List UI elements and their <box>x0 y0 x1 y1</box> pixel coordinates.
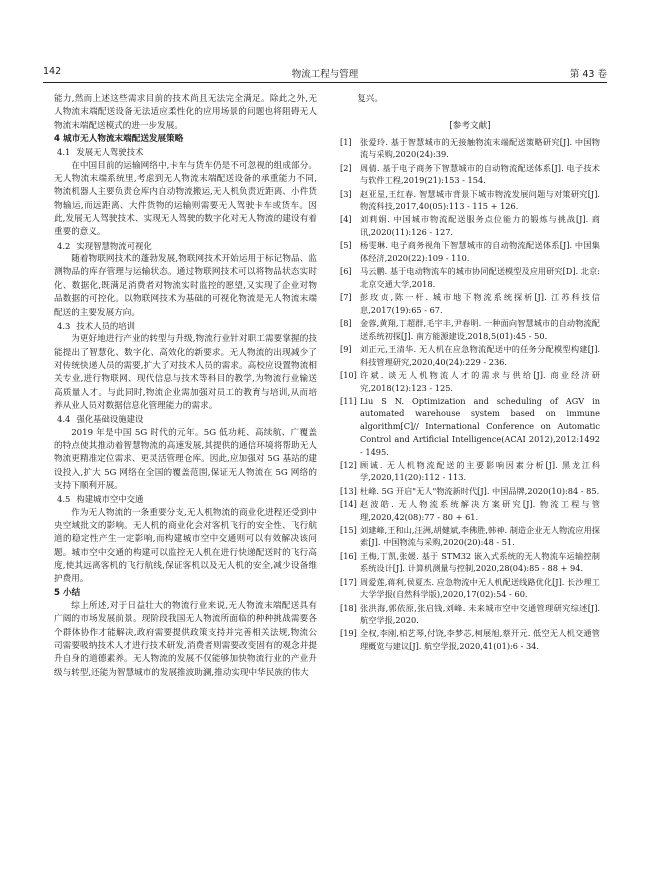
reference-item <box>340 162 600 187</box>
section-4-heading: 4 城市无人物流末端配送发展策略 <box>54 134 184 145</box>
reference-item <box>340 524 600 549</box>
intro-paragraph: 能力,然而上述这些需求目前的技术尚且无法完全满足。除此之外,无人物流末端配送设备无法适应柔性化的应用场景的问题也将阻碍无人物流末端配送模式的进一步发展。 <box>54 94 317 131</box>
reference-number: [14] <box>340 498 357 509</box>
subsection-title: 实现智慧物流可视化 <box>76 240 152 251</box>
reference-text: 王梅,丁凯,张媛. 基于 STM32 嵌入式系统的无人物流车运输控制系统设计[J]. 计算机测量与控制,2020,28(04):85 - 88 + 94. <box>360 550 600 574</box>
subsection-4-3-text: 为更好地进行产业的转型与升级,物流行业针对职工需要掌握的技能提出了智慧化、数字化、高效化的新要求。无人物流的出现减少了对传统快递人员的需要,扩大了对技术人员的需求。高校应设置物流相关专业,进行物联网、现代信息与技术等科目的教学,为物流行业输送高质量人才。与此同时,物流企业需加强对员工的教育与培训,从而培养从业人员对数据信息化管理能力的需求。 <box>54 334 317 411</box>
reference-text: 张洪海,郭依原,张启钱,刘峰. 未来城市空中交通管理研究综述[J]. 航空学报,2020. <box>360 602 600 626</box>
left-column <box>54 93 317 680</box>
continuation-text: 复兴。 <box>357 94 383 104</box>
subsection-4-1-text: 在中国目前的运输网络中,卡车与货车仍是不可忽视的组成部分。无人物流末端系统里,考虑到无人物流末端配送设备的承重能力不同,物流机器人主要负责仓库内自动物流搬运,无人机负责近距离、小件货物输运,而远距离、大件货物的运输则需要无人驾驶卡车或货车。因此,发展无人驾驶技术、实现无人驾驶的数字化对无人物流的建设有着重要的意义。 <box>54 160 317 238</box>
subsection-4-1-heading <box>54 146 317 159</box>
reference-number: [6] <box>340 266 352 277</box>
reference-text: 周倩. 基于电子商务下智慧城市的自动物流配送体系[J]. 电子技术与软件工程,2019(21):153 - 154. <box>360 162 600 186</box>
subsection-4-2-text: 随着物联网技术的蓬勃发展,物联网技术开始运用于标记物品、监测物品的库存管理与运输状态。通过物联网技术可以将物品状态实时化、数据化,既满足消费者对物流实时监控的愿望,又实现了企业对物品数据的可控化。以物联网技术为基础的可视化物流是无人物流末端配送的主要发展方向。 <box>54 254 317 318</box>
running-header <box>43 66 607 80</box>
reference-text: 刘建峰,王和山,汪洲,胡健斌,李佛胜,韩神. 制造企业无人物流应用探索[J]. 中国物流与采购,2020(20):48 - 51. <box>360 524 600 548</box>
volume-label: 第 43 卷 <box>569 69 607 80</box>
reference-text: 刘正元,王清华. 无人机在应急物流配送中的任务分配模型构建[J]. 科技管理研究,2020,40(24):229 - 236. <box>360 343 600 367</box>
reference-number: [8] <box>340 318 352 329</box>
subsection-4-5-text: 作为无人物流的一条重要分支,无人机物流的商业化进程还受到中央空域批文的影响。无人机的商业化会对客机飞行的安全性、飞行航道的稳定性产生一定影响,而构建城市空中交通则可以有效解决该问题。城市空中交通的构建可以监控无人机在进行快递配送时的飞行高度,使其远离客机的飞行航线,保证客机以及无人机的安全,减少设备维护费用。 <box>54 507 317 585</box>
reference-item <box>340 239 600 264</box>
reference-item <box>340 498 600 523</box>
reference-item <box>340 291 600 316</box>
reference-number: [17] <box>340 576 357 587</box>
conclusion-text: 综上所述,对于日益壮大的物流行业来说,无人物流末端配送具有广阔的市场发展前景。现阶段我国无人物流所面临的种种挑战需要各个群体协作才能解决,政府需要提供政策支持并完善相关法规,物流公司需要吸纳技术人才进行技术研发,消费者则需要改变固有的观念并提升自身的道德素养。无人物流的发展不仅能够加快物流行业的产业升级与转型,还能为智慧城市的发展推波助澜,推动实现中华民族的伟大 <box>54 601 317 678</box>
reference-item <box>340 343 600 368</box>
header-rule <box>43 82 607 83</box>
subsection-4-5-heading <box>54 493 317 506</box>
reference-number: [12] <box>340 459 357 470</box>
journal-title: 物流工程与管理 <box>291 69 359 80</box>
reference-item <box>340 550 600 575</box>
reference-item <box>340 317 600 342</box>
subsection-4-4-text: 2019 年是中国 5G 时代的元年。5G 低功耗、高续航、广覆盖的特点使其推动着智慧物流的高速发展,其提供的通信环境将帮助无人物流更精准定位需求、更灵活管理仓库。因此,应加强对 5G 基站的建设投入,扩大 5G 网络在全国的覆盖范围,保证无人物流在 5G 网络的支持下顺利开展。 <box>54 427 317 491</box>
reference-item <box>340 576 600 601</box>
subsection-4-4-heading <box>54 413 317 426</box>
subsection-number: 4.3 <box>57 320 71 331</box>
reference-text: 杜峰. 5G 开启"无人"物流新时代[J]. 中国品牌,2020(10):84 - 85. <box>360 485 600 496</box>
reference-text: 全权,李刚,柏艺琴,付饶,李梦芯,柯展旭,蔡开元. 低空无人机交通管理概览与建议[J]. 航空学报,2020,41(01):6 - 34. <box>360 628 600 652</box>
reference-item <box>340 265 600 290</box>
reference-number: [4] <box>340 214 352 225</box>
reference-text: 赵亚星,王红春. 智慧城市背景下城市物流发展问题与对策研究[J]. 物流科技,2017,40(05):113 - 115 + 126. <box>360 188 600 212</box>
reference-number: [18] <box>340 602 357 613</box>
subsection-4-2-heading <box>54 240 317 253</box>
reference-number: [2] <box>340 162 352 173</box>
reference-text: 顾诚. 无人机物流配送的主要影响因素分析[J]. 黑龙江科学,2020,11(20):112 - 113. <box>360 459 600 483</box>
page-number: 142 <box>43 66 62 77</box>
section-5-heading: 5 小结 <box>54 587 81 598</box>
subsection-title: 技术人员的培训 <box>76 320 135 331</box>
reference-text: Liu S N. Optimization and scheduling of AGV in automated warehouse system based on immune algorithm[C]// International Conference on Automatic Control and Artificial Intelligence(ACAI 2012),2012:1492 - 1495. <box>360 395 600 457</box>
reference-number: [1] <box>340 136 352 147</box>
reference-list <box>340 136 600 653</box>
reference-number: [13] <box>340 485 357 496</box>
reference-number: [11] <box>340 395 357 406</box>
reference-item <box>340 213 600 238</box>
reference-item <box>340 369 600 394</box>
reference-text: 杨雯琳. 电子商务视角下智慧城市的自动物流配送体系[J]. 中国集体经济,2020(22):109 - 110. <box>360 240 600 264</box>
subsection-number: 4.1 <box>57 147 71 158</box>
reference-item <box>340 485 600 498</box>
reference-number: [3] <box>340 188 352 199</box>
reference-text: 刘莉娟. 中国城市物流配送服务点位能力的锻炼与挑战[J]. 商讯,2020(11):126 - 127. <box>360 214 600 238</box>
subsection-number: 4.4 <box>57 414 71 425</box>
subsection-title: 发展无人驾驶技术 <box>76 147 144 158</box>
subsection-title: 构建城市空中交通 <box>76 494 144 505</box>
reference-text: 赵波皓. 无人物流系统解决方案研究[J]. 物流工程与管理,2020,42(08):77 - 80 + 61. <box>360 498 600 522</box>
subsection-4-3-heading <box>54 320 317 333</box>
reference-item <box>340 395 600 459</box>
reference-number: [15] <box>340 524 357 535</box>
reference-number: [10] <box>340 369 357 380</box>
reference-text: 金蓉,黄翔,丁超群,毛宇丰,尹春明. 一种面向智慧城市的自动物流配送系统初探[J]. 南方能源建设,2018,5(01):45 - 50. <box>360 318 600 341</box>
reference-item <box>340 136 600 161</box>
references-heading: [参考文献] <box>449 121 491 132</box>
reference-item <box>340 627 600 652</box>
reference-number: [9] <box>340 343 352 354</box>
subsection-number: 4.5 <box>57 494 71 505</box>
reference-text: 彭玫贞,陈一杆. 城市地下物流系统探析[J]. 江苏科技信息,2017(19):65 - 67. <box>360 292 600 315</box>
reference-number: [5] <box>340 240 352 251</box>
reference-item <box>340 459 600 484</box>
subsection-title: 强化基础设施建设 <box>76 414 144 425</box>
subsection-number: 4.2 <box>57 240 71 251</box>
reference-number: [16] <box>340 550 357 561</box>
reference-text: 周爱莲,蒋利,侯夏杰. 应急物流中无人机配送线路优化[J]. 长沙理工大学学报(自然科学版),2020,17(02):54 - 60. <box>360 576 600 600</box>
reference-number: [7] <box>340 292 352 303</box>
reference-text: 张爱玲. 基于智慧城市的无接触物流末端配送策略研究[J]. 中国物流与采购,2020(24):39. <box>360 136 600 160</box>
reference-item <box>340 188 600 213</box>
reference-item <box>340 602 600 627</box>
right-column <box>340 93 600 653</box>
reference-number: [19] <box>340 628 357 639</box>
reference-text: 马云鹏. 基于电动物流车的城市协同配送模型及应用研究[D]. 北京:北京交通大学,2018. <box>360 266 600 289</box>
reference-text: 许斌. 谈无人机物流人才的需求与供给[J]. 商业经济研究,2018(12):123 - 125. <box>360 369 600 393</box>
